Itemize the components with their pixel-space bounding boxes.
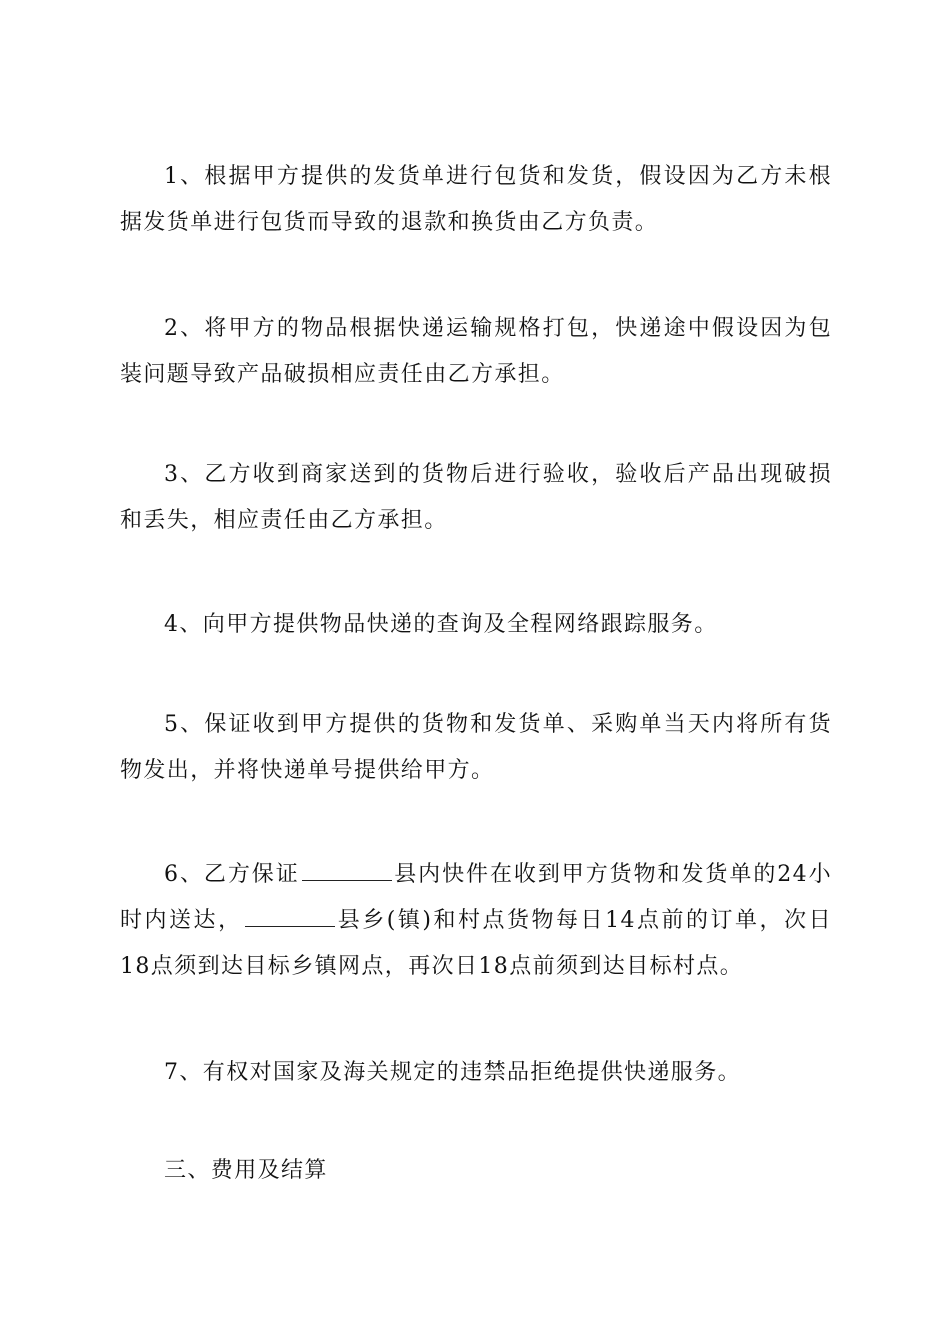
clause-3: 3、乙方收到商家送到的货物后进行验收，验收后产品出现破损和丢失，相应责任由乙方承担。 [120, 462, 832, 533]
clause-6-part2: 县内快件在收到甲方货物和发货单的24小时内送达， [120, 862, 832, 933]
clause-6-part3: 县乡(镇)和村点货物每日14点前的订单，次日18点须到达目标乡镇网点，再次日18点前须到达目标村点。 [120, 908, 832, 979]
clause-6-part1: 6、乙方保证 [164, 862, 300, 887]
clause-1: 1、根据甲方提供的发货单进行包货和发货，假设因为乙方未根据发货单进行包货而导致的退款和换货由乙方负责。 [120, 164, 832, 235]
clause-5: 5、保证收到甲方提供的货物和发货单、采购单当天内将所有货物发出，并将快递单号提供给甲方。 [120, 712, 832, 783]
clause-4: 4、向甲方提供物品快递的查询及全程网络跟踪服务。 [164, 612, 718, 637]
clause-2: 2、将甲方的物品根据快递运输规格打包，快递途中假设因为包装问题导致产品破损相应责任由乙方承担。 [120, 316, 832, 387]
clause-6 [120, 852, 832, 990]
county-blank-1 [302, 862, 392, 881]
section-heading: 三、费用及结算 [164, 1158, 328, 1183]
clause-7: 7、有权对国家及海关规定的违禁品拒绝提供快递服务。 [164, 1060, 741, 1085]
county-blank-2 [245, 908, 335, 927]
